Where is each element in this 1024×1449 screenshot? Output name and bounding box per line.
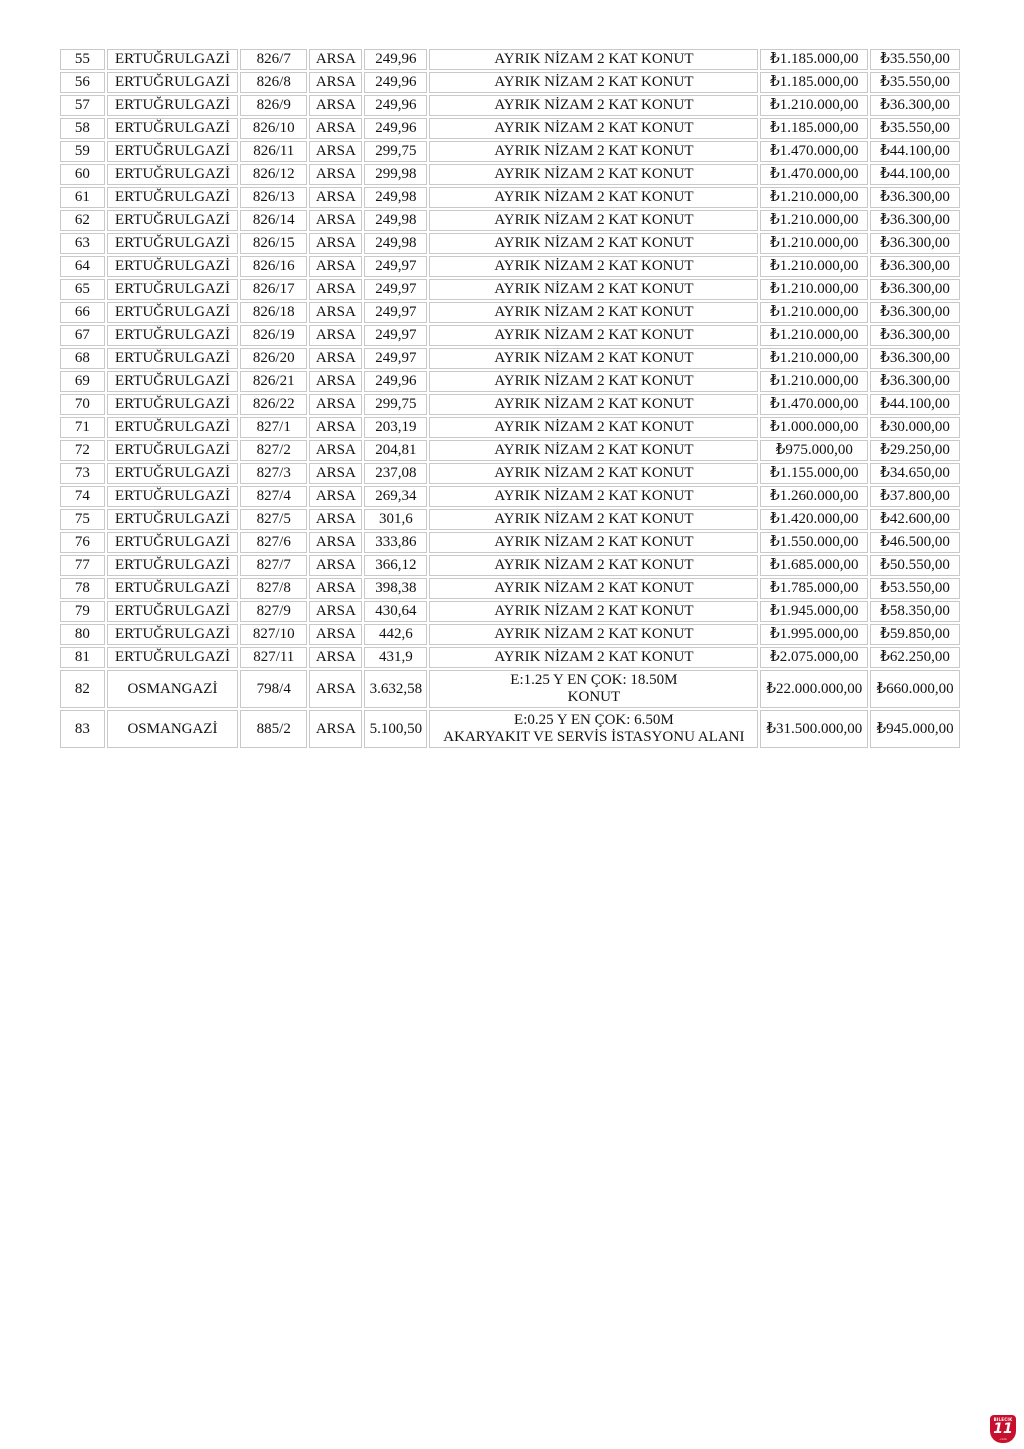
block-parcel-cell: 885/2 <box>240 710 307 748</box>
property-type-cell: ARSA <box>309 141 362 162</box>
area-cell: 431,9 <box>364 647 427 668</box>
area-cell: 3.632,58 <box>364 670 427 708</box>
block-parcel-cell: 826/11 <box>240 141 307 162</box>
property-type-cell: ARSA <box>309 578 362 599</box>
estimated-price-cell: ₺1.210.000,00 <box>760 95 868 116</box>
zoning-cell <box>429 647 758 668</box>
deposit-cell: ₺44.100,00 <box>870 141 960 162</box>
zoning-line: AYRIK NİZAM 2 KAT KONUT <box>494 189 694 205</box>
area-cell: 249,97 <box>364 279 427 300</box>
zoning-line: AKARYAKIT VE SERVİS İSTASYONU ALANI <box>443 729 745 745</box>
deposit-cell: ₺50.550,00 <box>870 555 960 576</box>
block-parcel-cell: 827/1 <box>240 417 307 438</box>
estimated-price-cell: ₺975.000,00 <box>760 440 868 461</box>
zoning-line: AYRIK NİZAM 2 KAT KONUT <box>494 534 694 550</box>
estimated-price-cell: ₺1.210.000,00 <box>760 371 868 392</box>
block-parcel-cell: 826/17 <box>240 279 307 300</box>
row-number-cell: 80 <box>60 624 105 645</box>
zoning-cell <box>429 233 758 254</box>
neighborhood-cell: ERTUĞRULGAZİ <box>107 509 238 530</box>
area-cell: 249,96 <box>364 95 427 116</box>
logo-number: 11 <box>993 1421 1013 1437</box>
zoning-line: AYRIK NİZAM 2 KAT KONUT <box>494 51 694 67</box>
zoning-cell <box>429 279 758 300</box>
property-type-cell: ARSA <box>309 417 362 438</box>
table-row <box>60 72 960 93</box>
block-parcel-cell: 827/9 <box>240 601 307 622</box>
row-number-cell: 67 <box>60 325 105 346</box>
property-type-cell: ARSA <box>309 624 362 645</box>
area-cell: 249,98 <box>364 210 427 231</box>
neighborhood-cell: ERTUĞRULGAZİ <box>107 279 238 300</box>
property-type-cell: ARSA <box>309 187 362 208</box>
area-cell: 249,98 <box>364 187 427 208</box>
neighborhood-cell: ERTUĞRULGAZİ <box>107 555 238 576</box>
block-parcel-cell: 826/10 <box>240 118 307 139</box>
table-row <box>60 578 960 599</box>
neighborhood-cell: ERTUĞRULGAZİ <box>107 578 238 599</box>
area-cell: 249,97 <box>364 256 427 277</box>
zoning-cell <box>429 670 758 708</box>
row-number-cell: 75 <box>60 509 105 530</box>
block-parcel-cell: 826/8 <box>240 72 307 93</box>
property-type-cell: ARSA <box>309 302 362 323</box>
neighborhood-cell: ERTUĞRULGAZİ <box>107 233 238 254</box>
block-parcel-cell: 827/4 <box>240 486 307 507</box>
estimated-price-cell: ₺1.470.000,00 <box>760 141 868 162</box>
zoning-cell <box>429 624 758 645</box>
estimated-price-cell: ₺1.185.000,00 <box>760 72 868 93</box>
zoning-line: AYRIK NİZAM 2 KAT KONUT <box>494 166 694 182</box>
zoning-cell <box>429 95 758 116</box>
row-number-cell: 62 <box>60 210 105 231</box>
zoning-cell <box>429 118 758 139</box>
block-parcel-cell: 826/19 <box>240 325 307 346</box>
row-number-cell: 77 <box>60 555 105 576</box>
block-parcel-cell: 798/4 <box>240 670 307 708</box>
neighborhood-cell: ERTUĞRULGAZİ <box>107 463 238 484</box>
property-type-cell: ARSA <box>309 279 362 300</box>
deposit-cell: ₺36.300,00 <box>870 325 960 346</box>
area-cell: 442,6 <box>364 624 427 645</box>
property-type-cell: ARSA <box>309 670 362 708</box>
neighborhood-cell: ERTUĞRULGAZİ <box>107 187 238 208</box>
block-parcel-cell: 827/5 <box>240 509 307 530</box>
area-cell: 249,96 <box>364 49 427 70</box>
block-parcel-cell: 827/11 <box>240 647 307 668</box>
block-parcel-cell: 826/16 <box>240 256 307 277</box>
zoning-line: AYRIK NİZAM 2 KAT KONUT <box>494 488 694 504</box>
property-type-cell: ARSA <box>309 118 362 139</box>
neighborhood-cell: ERTUĞRULGAZİ <box>107 72 238 93</box>
deposit-cell: ₺36.300,00 <box>870 210 960 231</box>
neighborhood-cell: ERTUĞRULGAZİ <box>107 647 238 668</box>
area-cell: 249,96 <box>364 72 427 93</box>
deposit-cell: ₺53.550,00 <box>870 578 960 599</box>
area-cell: 398,38 <box>364 578 427 599</box>
estimated-price-cell: ₺1.185.000,00 <box>760 49 868 70</box>
deposit-cell: ₺44.100,00 <box>870 394 960 415</box>
deposit-cell: ₺36.300,00 <box>870 348 960 369</box>
area-cell: 237,08 <box>364 463 427 484</box>
zoning-line: AYRIK NİZAM 2 KAT KONUT <box>494 143 694 159</box>
estimated-price-cell: ₺1.210.000,00 <box>760 256 868 277</box>
row-number-cell: 73 <box>60 463 105 484</box>
neighborhood-cell: ERTUĞRULGAZİ <box>107 532 238 553</box>
table-row <box>60 233 960 254</box>
area-cell: 269,34 <box>364 486 427 507</box>
area-cell: 249,97 <box>364 325 427 346</box>
block-parcel-cell: 826/9 <box>240 95 307 116</box>
zoning-line: AYRIK NİZAM 2 KAT KONUT <box>494 419 694 435</box>
estimated-price-cell: ₺1.185.000,00 <box>760 118 868 139</box>
row-number-cell: 57 <box>60 95 105 116</box>
table-row <box>60 440 960 461</box>
zoning-line: AYRIK NİZAM 2 KAT KONUT <box>494 511 694 527</box>
deposit-cell: ₺46.500,00 <box>870 532 960 553</box>
neighborhood-cell: OSMANGAZİ <box>107 710 238 748</box>
neighborhood-cell: ERTUĞRULGAZİ <box>107 394 238 415</box>
property-type-cell: ARSA <box>309 555 362 576</box>
row-number-cell: 72 <box>60 440 105 461</box>
deposit-cell: ₺36.300,00 <box>870 302 960 323</box>
table-row <box>60 371 960 392</box>
table-row <box>60 164 960 185</box>
estimated-price-cell: ₺1.000.000,00 <box>760 417 868 438</box>
row-number-cell: 83 <box>60 710 105 748</box>
neighborhood-cell: ERTUĞRULGAZİ <box>107 417 238 438</box>
table-row <box>60 141 960 162</box>
deposit-cell: ₺36.300,00 <box>870 279 960 300</box>
area-cell: 249,97 <box>364 348 427 369</box>
row-number-cell: 64 <box>60 256 105 277</box>
deposit-cell: ₺62.250,00 <box>870 647 960 668</box>
table-row <box>60 348 960 369</box>
zoning-line: AYRIK NİZAM 2 KAT KONUT <box>494 603 694 619</box>
neighborhood-cell: ERTUĞRULGAZİ <box>107 118 238 139</box>
area-cell: 430,64 <box>364 601 427 622</box>
table-row <box>60 118 960 139</box>
zoning-cell <box>429 49 758 70</box>
property-type-cell: ARSA <box>309 647 362 668</box>
property-type-cell: ARSA <box>309 72 362 93</box>
neighborhood-cell: ERTUĞRULGAZİ <box>107 95 238 116</box>
zoning-cell <box>429 371 758 392</box>
estimated-price-cell: ₺1.210.000,00 <box>760 233 868 254</box>
area-cell: 204,81 <box>364 440 427 461</box>
area-cell: 249,98 <box>364 233 427 254</box>
block-parcel-cell: 826/22 <box>240 394 307 415</box>
area-cell: 249,97 <box>364 302 427 323</box>
block-parcel-cell: 827/2 <box>240 440 307 461</box>
neighborhood-cell: ERTUĞRULGAZİ <box>107 348 238 369</box>
zoning-cell <box>429 256 758 277</box>
zoning-line: AYRIK NİZAM 2 KAT KONUT <box>494 580 694 596</box>
estimated-price-cell: ₺1.260.000,00 <box>760 486 868 507</box>
estimated-price-cell: ₺1.995.000,00 <box>760 624 868 645</box>
zoning-line: AYRIK NİZAM 2 KAT KONUT <box>494 304 694 320</box>
deposit-cell: ₺36.300,00 <box>870 187 960 208</box>
zoning-line: AYRIK NİZAM 2 KAT KONUT <box>494 626 694 642</box>
deposit-cell: ₺30.000,00 <box>870 417 960 438</box>
zoning-cell <box>429 141 758 162</box>
neighborhood-cell: ERTUĞRULGAZİ <box>107 49 238 70</box>
deposit-cell: ₺37.800,00 <box>870 486 960 507</box>
table-row <box>60 210 960 231</box>
estimated-price-cell: ₺1.210.000,00 <box>760 325 868 346</box>
neighborhood-cell: ERTUĞRULGAZİ <box>107 164 238 185</box>
zoning-line: AYRIK NİZAM 2 KAT KONUT <box>494 235 694 251</box>
zoning-cell <box>429 710 758 748</box>
estimated-price-cell: ₺1.945.000,00 <box>760 601 868 622</box>
zoning-line: KONUT <box>567 689 621 705</box>
estimated-price-cell: ₺1.210.000,00 <box>760 210 868 231</box>
property-type-cell: ARSA <box>309 348 362 369</box>
neighborhood-cell: ERTUĞRULGAZİ <box>107 486 238 507</box>
table-row <box>60 394 960 415</box>
row-number-cell: 56 <box>60 72 105 93</box>
estimated-price-cell: ₺1.470.000,00 <box>760 164 868 185</box>
zoning-line: E:0.25 Y EN ÇOK: 6.50M <box>514 712 674 728</box>
row-number-cell: 78 <box>60 578 105 599</box>
area-cell: 299,75 <box>364 141 427 162</box>
table-row <box>60 486 960 507</box>
table-row <box>60 95 960 116</box>
zoning-line: AYRIK NİZAM 2 KAT KONUT <box>494 258 694 274</box>
block-parcel-cell: 826/15 <box>240 233 307 254</box>
block-parcel-cell: 827/10 <box>240 624 307 645</box>
row-number-cell: 61 <box>60 187 105 208</box>
property-type-cell: ARSA <box>309 463 362 484</box>
deposit-cell: ₺44.100,00 <box>870 164 960 185</box>
deposit-cell: ₺36.300,00 <box>870 95 960 116</box>
zoning-cell <box>429 463 758 484</box>
neighborhood-cell: ERTUĞRULGAZİ <box>107 440 238 461</box>
zoning-cell <box>429 486 758 507</box>
block-parcel-cell: 826/7 <box>240 49 307 70</box>
zoning-cell <box>429 440 758 461</box>
neighborhood-cell: ERTUĞRULGAZİ <box>107 371 238 392</box>
zoning-cell <box>429 187 758 208</box>
neighborhood-cell: ERTUĞRULGAZİ <box>107 256 238 277</box>
area-cell: 299,75 <box>364 394 427 415</box>
property-type-cell: ARSA <box>309 49 362 70</box>
table-row <box>60 49 960 70</box>
row-number-cell: 76 <box>60 532 105 553</box>
estimated-price-cell: ₺1.210.000,00 <box>760 348 868 369</box>
property-type-cell: ARSA <box>309 233 362 254</box>
table-row <box>60 532 960 553</box>
deposit-cell: ₺945.000,00 <box>870 710 960 748</box>
zoning-line: AYRIK NİZAM 2 KAT KONUT <box>494 281 694 297</box>
parcel-table <box>58 47 962 750</box>
table-row <box>60 710 960 748</box>
estimated-price-cell: ₺1.210.000,00 <box>760 279 868 300</box>
zoning-cell <box>429 532 758 553</box>
area-cell: 299,98 <box>364 164 427 185</box>
neighborhood-cell: ERTUĞRULGAZİ <box>107 624 238 645</box>
zoning-cell <box>429 601 758 622</box>
row-number-cell: 70 <box>60 394 105 415</box>
area-cell: 333,86 <box>364 532 427 553</box>
property-type-cell: ARSA <box>309 95 362 116</box>
block-parcel-cell: 826/13 <box>240 187 307 208</box>
zoning-line: AYRIK NİZAM 2 KAT KONUT <box>494 557 694 573</box>
logo-domain: .com <box>999 1437 1007 1441</box>
area-cell: 366,12 <box>364 555 427 576</box>
zoning-cell <box>429 164 758 185</box>
zoning-line: E:1.25 Y EN ÇOK: 18.50M <box>510 672 678 688</box>
property-type-cell: ARSA <box>309 601 362 622</box>
estimated-price-cell: ₺31.500.000,00 <box>760 710 868 748</box>
property-type-cell: ARSA <box>309 210 362 231</box>
property-type-cell: ARSA <box>309 256 362 277</box>
estimated-price-cell: ₺1.470.000,00 <box>760 394 868 415</box>
table-row <box>60 187 960 208</box>
estimated-price-cell: ₺2.075.000,00 <box>760 647 868 668</box>
block-parcel-cell: 827/6 <box>240 532 307 553</box>
deposit-cell: ₺42.600,00 <box>870 509 960 530</box>
row-number-cell: 74 <box>60 486 105 507</box>
deposit-cell: ₺660.000,00 <box>870 670 960 708</box>
row-number-cell: 65 <box>60 279 105 300</box>
block-parcel-cell: 827/3 <box>240 463 307 484</box>
area-cell: 249,96 <box>364 118 427 139</box>
area-cell: 249,96 <box>364 371 427 392</box>
estimated-price-cell: ₺22.000.000,00 <box>760 670 868 708</box>
deposit-cell: ₺58.350,00 <box>870 601 960 622</box>
estimated-price-cell: ₺1.420.000,00 <box>760 509 868 530</box>
zoning-line: AYRIK NİZAM 2 KAT KONUT <box>494 373 694 389</box>
zoning-cell <box>429 72 758 93</box>
property-type-cell: ARSA <box>309 325 362 346</box>
deposit-cell: ₺34.650,00 <box>870 463 960 484</box>
block-parcel-cell: 827/7 <box>240 555 307 576</box>
deposit-cell: ₺35.550,00 <box>870 72 960 93</box>
row-number-cell: 59 <box>60 141 105 162</box>
zoning-line: AYRIK NİZAM 2 KAT KONUT <box>494 442 694 458</box>
zoning-line: AYRIK NİZAM 2 KAT KONUT <box>494 327 694 343</box>
deposit-cell: ₺35.550,00 <box>870 118 960 139</box>
deposit-cell: ₺36.300,00 <box>870 256 960 277</box>
estimated-price-cell: ₺1.155.000,00 <box>760 463 868 484</box>
logo-top-text: BILECIK <box>993 1417 1013 1422</box>
estimated-price-cell: ₺1.210.000,00 <box>760 302 868 323</box>
row-number-cell: 82 <box>60 670 105 708</box>
table-row <box>60 647 960 668</box>
zoning-line: AYRIK NİZAM 2 KAT KONUT <box>494 97 694 113</box>
zoning-cell <box>429 555 758 576</box>
row-number-cell: 71 <box>60 417 105 438</box>
table-row <box>60 417 960 438</box>
block-parcel-cell: 826/20 <box>240 348 307 369</box>
table-row <box>60 302 960 323</box>
deposit-cell: ₺29.250,00 <box>870 440 960 461</box>
neighborhood-cell: ERTUĞRULGAZİ <box>107 302 238 323</box>
neighborhood-cell: ERTUĞRULGAZİ <box>107 325 238 346</box>
zoning-line: AYRIK NİZAM 2 KAT KONUT <box>494 649 694 665</box>
property-type-cell: ARSA <box>309 164 362 185</box>
estimated-price-cell: ₺1.685.000,00 <box>760 555 868 576</box>
area-cell: 5.100,50 <box>364 710 427 748</box>
table-row <box>60 555 960 576</box>
table-row <box>60 279 960 300</box>
zoning-cell <box>429 348 758 369</box>
neighborhood-cell: OSMANGAZİ <box>107 670 238 708</box>
property-type-cell: ARSA <box>309 486 362 507</box>
table-row <box>60 624 960 645</box>
row-number-cell: 69 <box>60 371 105 392</box>
table-body <box>60 49 960 748</box>
estimated-price-cell: ₺1.210.000,00 <box>760 187 868 208</box>
row-number-cell: 79 <box>60 601 105 622</box>
block-parcel-cell: 826/14 <box>240 210 307 231</box>
table-row <box>60 463 960 484</box>
table-row <box>60 670 960 708</box>
zoning-line: AYRIK NİZAM 2 KAT KONUT <box>494 120 694 136</box>
area-cell: 203,19 <box>364 417 427 438</box>
estimated-price-cell: ₺1.785.000,00 <box>760 578 868 599</box>
property-type-cell: ARSA <box>309 710 362 748</box>
zoning-cell <box>429 509 758 530</box>
block-parcel-cell: 826/12 <box>240 164 307 185</box>
deposit-cell: ₺59.850,00 <box>870 624 960 645</box>
property-type-cell: ARSA <box>309 532 362 553</box>
deposit-cell: ₺36.300,00 <box>870 233 960 254</box>
zoning-line: AYRIK NİZAM 2 KAT KONUT <box>494 350 694 366</box>
table-row <box>60 256 960 277</box>
row-number-cell: 58 <box>60 118 105 139</box>
site-logo <box>990 1415 1016 1443</box>
neighborhood-cell: ERTUĞRULGAZİ <box>107 141 238 162</box>
zoning-cell <box>429 394 758 415</box>
row-number-cell: 81 <box>60 647 105 668</box>
row-number-cell: 66 <box>60 302 105 323</box>
property-type-cell: ARSA <box>309 371 362 392</box>
zoning-cell <box>429 302 758 323</box>
deposit-cell: ₺35.550,00 <box>870 49 960 70</box>
area-cell: 301,6 <box>364 509 427 530</box>
zoning-line: AYRIK NİZAM 2 KAT KONUT <box>494 212 694 228</box>
property-type-cell: ARSA <box>309 509 362 530</box>
row-number-cell: 63 <box>60 233 105 254</box>
estimated-price-cell: ₺1.550.000,00 <box>760 532 868 553</box>
zoning-line: AYRIK NİZAM 2 KAT KONUT <box>494 396 694 412</box>
zoning-line: AYRIK NİZAM 2 KAT KONUT <box>494 465 694 481</box>
zoning-cell <box>429 417 758 438</box>
property-type-cell: ARSA <box>309 394 362 415</box>
zoning-cell <box>429 578 758 599</box>
block-parcel-cell: 827/8 <box>240 578 307 599</box>
neighborhood-cell: ERTUĞRULGAZİ <box>107 601 238 622</box>
block-parcel-cell: 826/21 <box>240 371 307 392</box>
neighborhood-cell: ERTUĞRULGAZİ <box>107 210 238 231</box>
deposit-cell: ₺36.300,00 <box>870 371 960 392</box>
block-parcel-cell: 826/18 <box>240 302 307 323</box>
table-row <box>60 601 960 622</box>
property-type-cell: ARSA <box>309 440 362 461</box>
zoning-cell <box>429 325 758 346</box>
row-number-cell: 68 <box>60 348 105 369</box>
row-number-cell: 55 <box>60 49 105 70</box>
row-number-cell: 60 <box>60 164 105 185</box>
zoning-cell <box>429 210 758 231</box>
table-row <box>60 509 960 530</box>
table-row <box>60 325 960 346</box>
zoning-line: AYRIK NİZAM 2 KAT KONUT <box>494 74 694 90</box>
